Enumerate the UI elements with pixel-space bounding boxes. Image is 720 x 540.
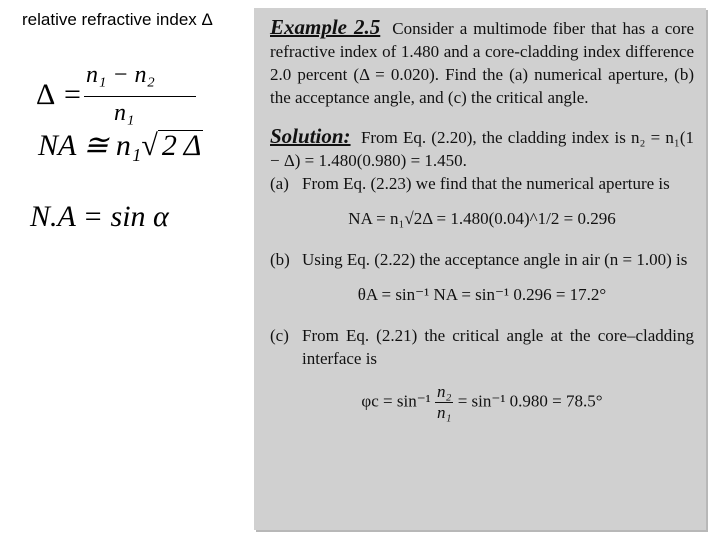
na-sin-formula: N.A = sin α: [30, 200, 169, 233]
part-c-lhs: φc = sin⁻¹: [361, 391, 431, 411]
na-approx-formula: [38, 128, 203, 163]
delta-denominator: n₁: [114, 100, 135, 126]
part-c: [270, 324, 694, 370]
example-text: Consider a multimode fiber that has a core refractive index of 1.480 and a core-cladding index difference 2.0 percent (Δ = 0.020). Find the (a) numerical aperture, (b) the acceptance angle, and (c) the critical angle.: [270, 19, 695, 107]
equals-sign: =: [64, 78, 81, 111]
solution-title: Solution:: [270, 124, 351, 148]
solution-intro: [270, 125, 694, 172]
part-b-label: (b): [270, 250, 290, 269]
delta-numerator: n₁ − n₂: [86, 62, 155, 88]
part-c-label: (c): [270, 326, 289, 345]
delta-formula: [36, 62, 176, 132]
fraction-bar: [84, 96, 196, 97]
part-a-label: (a): [270, 174, 289, 193]
part-c-equation: [270, 382, 694, 423]
part-a-text: From Eq. (2.23) we find that the numerical aperture is: [302, 174, 670, 193]
part-b-equation: θA = sin⁻¹ NA = sin⁻¹ 0.296 = 17.2°: [357, 285, 607, 304]
part-c-frac-num: n₂: [437, 382, 452, 401]
part-c-rhs: = sin⁻¹ 0.980 = 78.5°: [457, 391, 603, 411]
solution-intro-text: From Eq. (2.20), the cladding index is n₂ = n₁(1 − Δ) = 1.480(0.980) = 1.450.: [270, 128, 694, 170]
part-a-equation: NA = n₁√2Δ = 1.480(0.04)^1/2 = 0.296: [348, 209, 616, 228]
na-radicand: 2 Δ: [158, 130, 204, 161]
part-c-fraction: [435, 382, 453, 423]
part-b-text: Using Eq. (2.22) the acceptance angle in air (n = 1.00) is: [302, 250, 688, 269]
na-approx-lhs: NA ≅ n₁: [38, 129, 142, 162]
textbook-example-scan: [254, 8, 706, 530]
example-title: Example 2.5: [270, 15, 381, 39]
delta-symbol: Δ: [36, 78, 56, 111]
part-c-frac-den: n₁: [437, 403, 452, 422]
sqrt-symbol: √: [141, 129, 158, 162]
part-b: [270, 248, 694, 271]
example-statement: [270, 16, 694, 109]
part-c-text: From Eq. (2.21) the critical angle at the core–cladding interface is: [302, 326, 694, 368]
part-a: [270, 172, 694, 195]
slide-heading: relative refractive index Δ: [22, 10, 213, 29]
